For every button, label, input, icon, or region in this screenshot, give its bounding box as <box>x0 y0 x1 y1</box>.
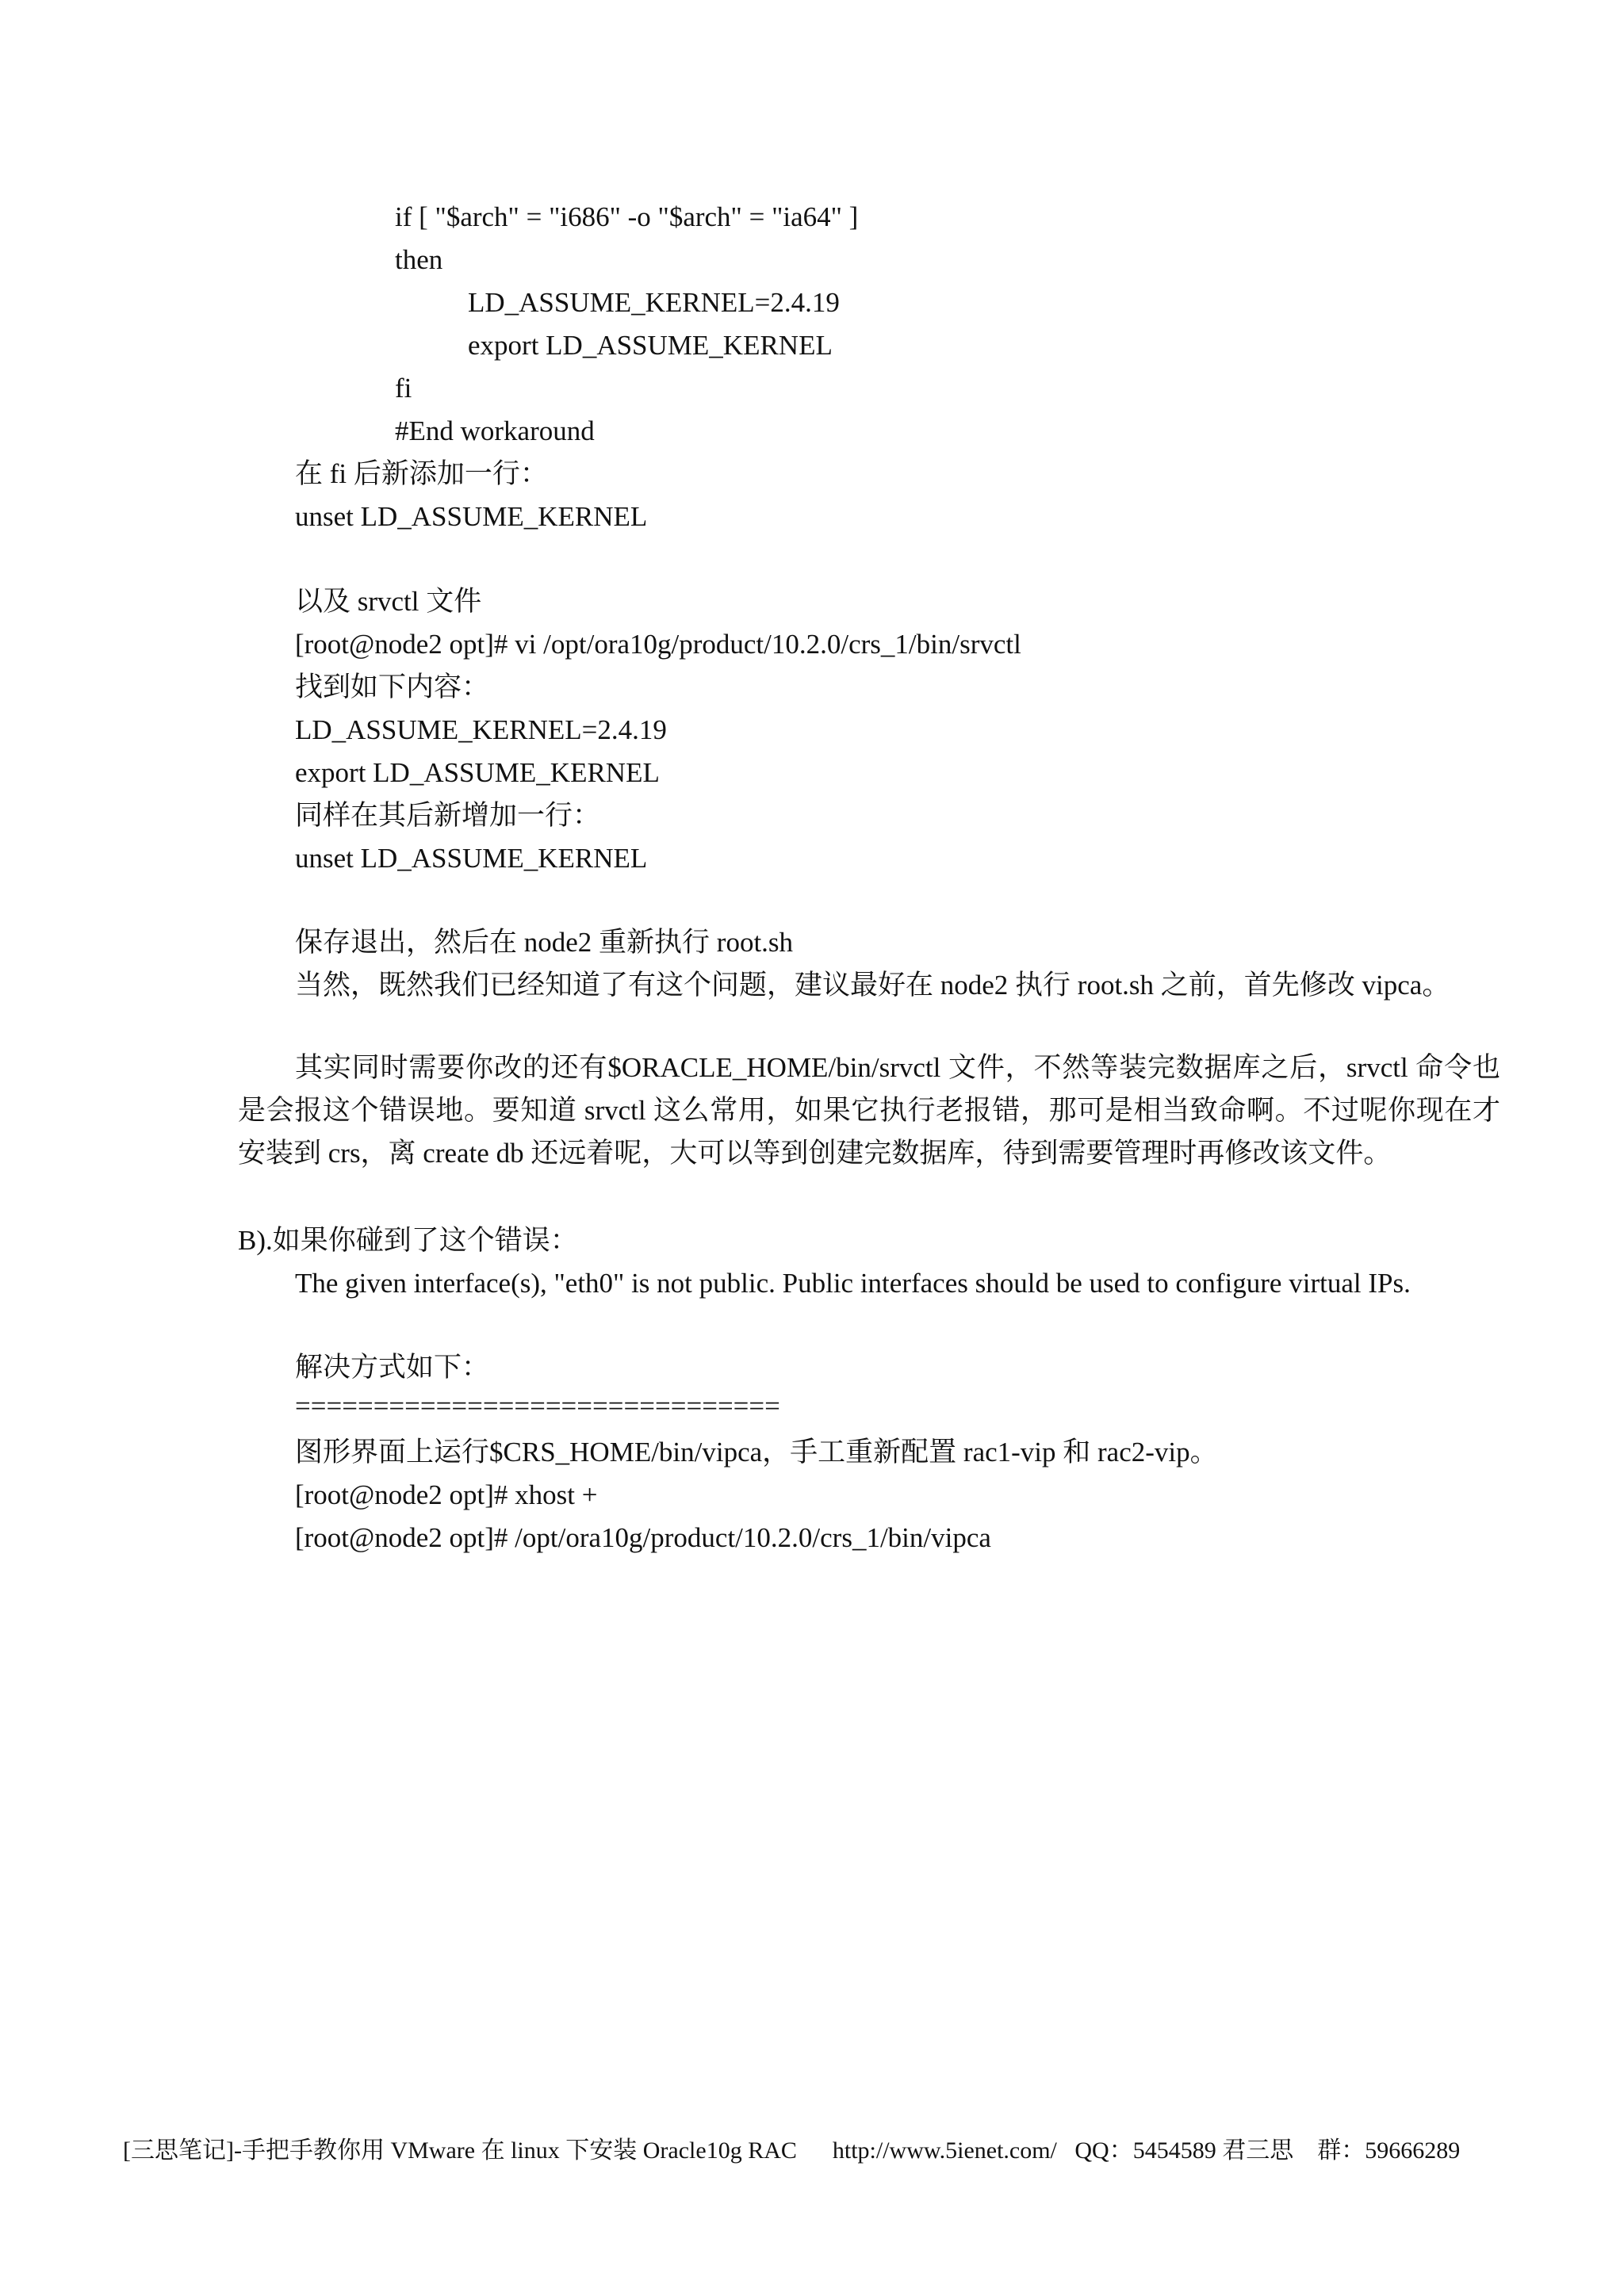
error-message: The given interface(s), "eth0" is not public. Public interfaces should be used to configure virtual IPs. <box>295 1268 1411 1299</box>
solution-step: 图形界面上运行$CRS_HOME/bin/vipca，手工重新配置 rac1-vip 和 rac2-vip。 <box>295 1437 1218 1468</box>
body-paragraph: 其实同时需要你改的还有$ORACLE_HOME/bin/srvctl 文件，不然等装完数据库之后，srvctl 命令也是会报这个错误地。要知道 srvctl 这么常用，如果它执行老报错，那可是相当致命啊。不过呢你现在才安装到 crs，离 create db 还远着呢，大可以等到创建完数据库，待到需要管理时再修改该文件。 <box>238 1052 1500 1169</box>
command-line: unset LD_ASSUME_KERNEL <box>295 843 648 874</box>
instruction-line: 同样在其后新增加一行： <box>295 800 601 831</box>
code-line-export: export LD_ASSUME_KERNEL <box>468 330 833 361</box>
code-line-assign: LD_ASSUME_KERNEL=2.4.19 <box>468 287 840 318</box>
command-line: [root@node2 opt]# xhost + <box>295 1479 598 1510</box>
command-line: unset LD_ASSUME_KERNEL <box>295 501 648 532</box>
instruction-line: 保存退出，然后在 node2 重新执行 root.sh <box>295 927 794 958</box>
instruction-line: 当然，既然我们已经知道了有这个问题，建议最好在 node2 执行 root.sh 之前，首先修改 vipca。 <box>295 970 1450 1001</box>
page-footer: [三思笔记]-手把手教你用 VMware 在 linux 下安装 Oracle10g RAC http://www.5ienet.com/ QQ：5454589 君三思 群：59666289 <box>123 2137 1461 2164</box>
code-line-if: if [ "$arch" = "i686" -o "$arch" = "ia64" ] <box>395 201 859 232</box>
code-line-end-comment: #End workaround <box>395 415 595 446</box>
code-line-then: then <box>395 244 443 275</box>
command-line: [root@node2 opt]# vi /opt/ora10g/product/10.2.0/crs_1/bin/srvctl <box>295 629 1021 660</box>
section-b-heading: B).如果你碰到了这个错误： <box>238 1225 578 1256</box>
code-line-fi: fi <box>395 373 412 404</box>
solution-label: 解决方式如下： <box>295 1352 490 1383</box>
command-line: export LD_ASSUME_KERNEL <box>295 757 660 788</box>
command-line: LD_ASSUME_KERNEL=2.4.19 <box>295 714 667 745</box>
separator-line: =============================== <box>295 1391 780 1422</box>
instruction-line: 在 fi 后新添加一行： <box>295 458 548 489</box>
instruction-line: 以及 srvctl 文件 <box>295 586 482 617</box>
instruction-line: 找到如下内容： <box>295 672 490 702</box>
command-line: [root@node2 opt]# /opt/ora10g/product/10.2.0/crs_1/bin/vipca <box>295 1522 991 1553</box>
